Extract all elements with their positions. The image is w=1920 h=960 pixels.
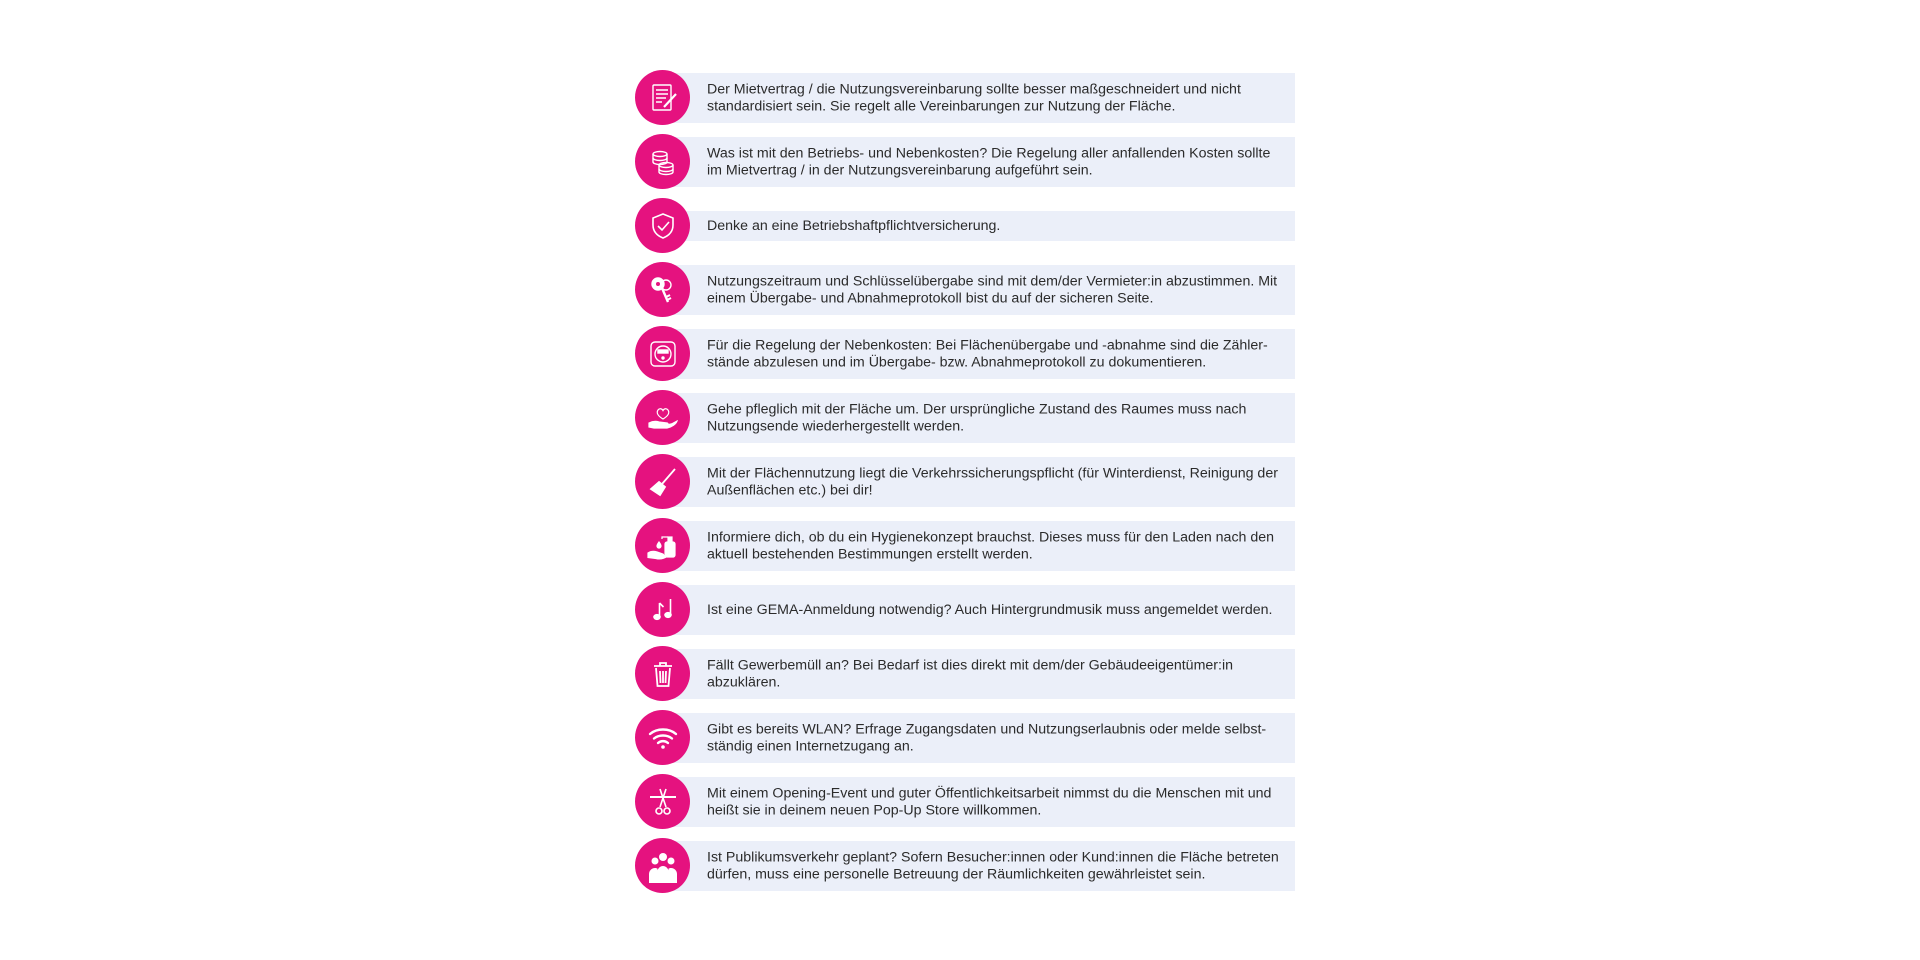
list-item [635,70,1295,126]
contract-icon [635,70,690,125]
item-text: Ist Publikumsverkehr geplant? Sofern Besucher:innen oder Kund:innen die Fläche betreten dürfen, muss eine personelle Betreuung der Räumlichkeiten gewährleistet sein. [707,849,1279,882]
people-icon [635,838,690,893]
list-item [635,198,1295,254]
list-item [635,454,1295,510]
coins-icon [635,134,690,189]
list-item [635,838,1295,894]
wifi-icon [635,710,690,765]
list-item [635,774,1295,830]
meter-icon [635,326,690,381]
item-text: Gibt es bereits WLAN? Erfrage Zugangsdaten und Nutzungserlaubnis oder melde selbst- ständig einen Internetzugang an. [707,721,1267,754]
music-note-icon [635,582,690,637]
item-text: Fällt Gewerbemüll an? Bei Bedarf ist dies direkt mit dem/der Gebäudeeigentümer:in abzuklären. [707,657,1233,690]
item-text: Denke an eine Betriebshaftpflichtversicherung. [707,217,1001,234]
list-item [635,646,1295,702]
scissors-ribbon-icon [635,774,690,829]
item-text: Mit der Flächennutzung liegt die Verkehrssicherungspflicht (für Winterdienst, Reinigung der Außenflächen etc.) bei dir! [707,465,1278,498]
item-text: Ist eine GEMA-Anmeldung notwendig? Auch Hintergrundmusik muss angemeldet werden. [707,601,1273,618]
item-text: Informiere dich, ob du ein Hygienekonzept brauchst. Dieses muss für den Laden nach den aktuell bestehenden Bestimmungen erstellt werden. [707,529,1275,562]
list-item [635,518,1295,574]
sanitizer-icon [635,518,690,573]
item-text: Der Mietvertrag / die Nutzungsvereinbarung sollte besser maßgeschneidert und nicht standardisiert sein. Sie regelt alle Vereinbarungen zur Nutzung der Fläche. [707,81,1241,114]
list-item [635,134,1295,190]
item-text: Mit einem Opening-Event und guter Öffentlichkeitsarbeit nimmst du die Menschen mit und heißt sie in deinem neuen Pop-Up Store willkommen. [707,785,1272,818]
checklist [635,70,1295,902]
list-item [635,710,1295,766]
list-item [635,262,1295,318]
list-item [635,326,1295,382]
item-text: Nutzungszeitraum und Schlüsselübergabe sind mit dem/der Vermieter:in abzustimmen. Mit einem Übergabe- und Abnahmeprotokoll bist du auf der sicheren Seite. [707,273,1278,306]
broom-icon [635,454,690,509]
list-item [635,390,1295,446]
trash-icon [635,646,690,701]
hand-heart-icon [635,390,690,445]
list-item [635,582,1295,638]
shield-icon [635,198,690,253]
keys-icon [635,262,690,317]
item-text: Was ist mit den Betriebs- und Nebenkosten? Die Regelung aller anfallenden Kosten sollte im Mietvertrag / in der Nutzungsvereinbarung aufgeführt sein. [707,145,1271,178]
item-text: Gehe pfleglich mit der Fläche um. Der ursprüngliche Zustand des Raumes muss nach Nutzungsende wiederhergestellt werden. [707,401,1247,434]
item-text: Für die Regelung der Nebenkosten: Bei Flächenübergabe und -abnahme sind die Zähler- stände abzulesen und im Übergabe- bzw. Abnahmeprotokoll zu dokumentieren. [707,337,1268,370]
